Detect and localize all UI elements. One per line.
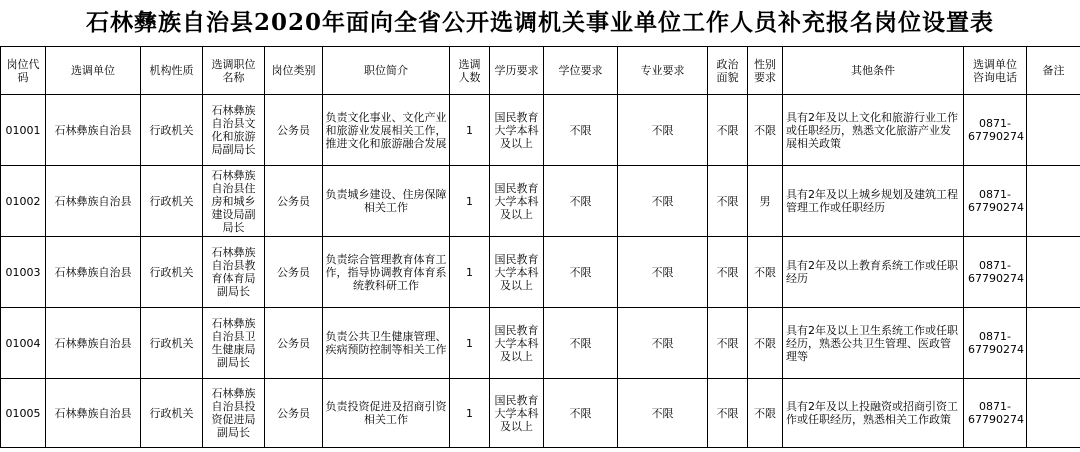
cell-intro: 负责综合管理教育体育工作，指导协调教育体育系统教科研工作 (323, 237, 450, 308)
cell-remark (1027, 379, 1080, 448)
cell-political: 不限 (708, 166, 748, 237)
cell-degree: 不限 (544, 95, 618, 166)
cell-remark (1027, 237, 1080, 308)
header-position: 选调职位名称 (203, 47, 265, 95)
cell-other: 具有2年及以上城乡规划及建筑工程管理工作或任职经历 (783, 166, 964, 237)
table-row (1, 237, 1080, 308)
cell-count: 1 (450, 379, 490, 448)
cell-other: 具有2年及以上投融资或招商引资工作或任职经历，熟悉相关工作政策 (783, 379, 964, 448)
header-nature: 机构性质 (141, 47, 203, 95)
cell-phone: 0871-67790274 (964, 237, 1027, 308)
cell-nature: 行政机关 (141, 95, 203, 166)
header-count: 选调人数 (450, 47, 490, 95)
cell-position: 石林彝族自治县住房和城乡建设局副局长 (203, 166, 265, 237)
cell-intro: 负责文化事业、文化产业和旅游业发展相关工作，推进文化和旅游融合发展 (323, 95, 450, 166)
cell-major: 不限 (618, 308, 708, 379)
table-row (1, 379, 1080, 448)
header-row (1, 47, 1080, 95)
cell-phone: 0871-67790274 (964, 166, 1027, 237)
cell-position: 石林彝族自治县教育体育局副局长 (203, 237, 265, 308)
cell-education: 国民教育大学本科及以上 (490, 379, 544, 448)
header-remark: 备注 (1027, 47, 1080, 95)
table-row (1, 166, 1080, 237)
cell-intro: 负责城乡建设、住房保障相关工作 (323, 166, 450, 237)
cell-category: 公务员 (265, 379, 323, 448)
cell-major: 不限 (618, 237, 708, 308)
cell-category: 公务员 (265, 95, 323, 166)
cell-phone: 0871-67790274 (964, 379, 1027, 448)
cell-unit: 石林彝族自治县 (46, 308, 141, 379)
cell-intro: 负责投资促进及招商引资相关工作 (323, 379, 450, 448)
cell-education: 国民教育大学本科及以上 (490, 166, 544, 237)
cell-position: 石林彝族自治县投资促进局副局长 (203, 379, 265, 448)
header-other: 其他条件 (783, 47, 964, 95)
header-education: 学历要求 (490, 47, 544, 95)
cell-unit: 石林彝族自治县 (46, 95, 141, 166)
cell-other: 具有2年及以上教育系统工作或任职经历 (783, 237, 964, 308)
cell-gender: 不限 (748, 95, 783, 166)
cell-remark (1027, 308, 1080, 379)
cell-count: 1 (450, 166, 490, 237)
cell-gender: 不限 (748, 308, 783, 379)
cell-code: 01004 (1, 308, 46, 379)
cell-remark (1027, 166, 1080, 237)
cell-education: 国民教育大学本科及以上 (490, 308, 544, 379)
cell-gender: 不限 (748, 379, 783, 448)
cell-political: 不限 (708, 379, 748, 448)
cell-remark (1027, 95, 1080, 166)
cell-intro: 负责公共卫生健康管理、疾病预防控制等相关工作 (323, 308, 450, 379)
table-row (1, 308, 1080, 379)
header-intro: 职位简介 (323, 47, 450, 95)
cell-position: 石林彝族自治县文化和旅游局副局长 (203, 95, 265, 166)
cell-other: 具有2年及以上卫生系统工作或任职经历，熟悉公共卫生管理、医政管理等 (783, 308, 964, 379)
cell-nature: 行政机关 (141, 379, 203, 448)
cell-code: 01002 (1, 166, 46, 237)
cell-category: 公务员 (265, 237, 323, 308)
cell-nature: 行政机关 (141, 308, 203, 379)
cell-degree: 不限 (544, 237, 618, 308)
cell-category: 公务员 (265, 308, 323, 379)
table-row (1, 95, 1080, 166)
cell-phone: 0871-67790274 (964, 308, 1027, 379)
header-major: 专业要求 (618, 47, 708, 95)
cell-code: 01005 (1, 379, 46, 448)
cell-count: 1 (450, 308, 490, 379)
header-political: 政治面貌 (708, 47, 748, 95)
header-code: 岗位代码 (1, 47, 46, 95)
cell-major: 不限 (618, 166, 708, 237)
cell-count: 1 (450, 95, 490, 166)
positions-table (0, 46, 1080, 448)
cell-degree: 不限 (544, 379, 618, 448)
cell-degree: 不限 (544, 166, 618, 237)
header-phone: 选调单位咨询电话 (964, 47, 1027, 95)
cell-gender: 男 (748, 166, 783, 237)
cell-political: 不限 (708, 237, 748, 308)
cell-unit: 石林彝族自治县 (46, 237, 141, 308)
cell-degree: 不限 (544, 308, 618, 379)
cell-political: 不限 (708, 95, 748, 166)
cell-position: 石林彝族自治县卫生健康局副局长 (203, 308, 265, 379)
cell-other: 具有2年及以上文化和旅游行业工作或任职经历，熟悉文化旅游产业发展相关政策 (783, 95, 964, 166)
cell-nature: 行政机关 (141, 237, 203, 308)
cell-unit: 石林彝族自治县 (46, 379, 141, 448)
cell-code: 01003 (1, 237, 46, 308)
cell-education: 国民教育大学本科及以上 (490, 237, 544, 308)
header-degree: 学位要求 (544, 47, 618, 95)
header-unit: 选调单位 (46, 47, 141, 95)
cell-phone: 0871-67790274 (964, 95, 1027, 166)
cell-gender: 不限 (748, 237, 783, 308)
header-category: 岗位类别 (265, 47, 323, 95)
cell-code: 01001 (1, 95, 46, 166)
cell-category: 公务员 (265, 166, 323, 237)
cell-count: 1 (450, 237, 490, 308)
header-gender: 性别要求 (748, 47, 783, 95)
page-title: 石林彝族自治县2020年面向全省公开选调机关事业单位工作人员补充报名岗位设置表 (85, 9, 994, 36)
cell-education: 国民教育大学本科及以上 (490, 95, 544, 166)
cell-political: 不限 (708, 308, 748, 379)
cell-nature: 行政机关 (141, 166, 203, 237)
cell-major: 不限 (618, 95, 708, 166)
cell-unit: 石林彝族自治县 (46, 166, 141, 237)
cell-major: 不限 (618, 379, 708, 448)
